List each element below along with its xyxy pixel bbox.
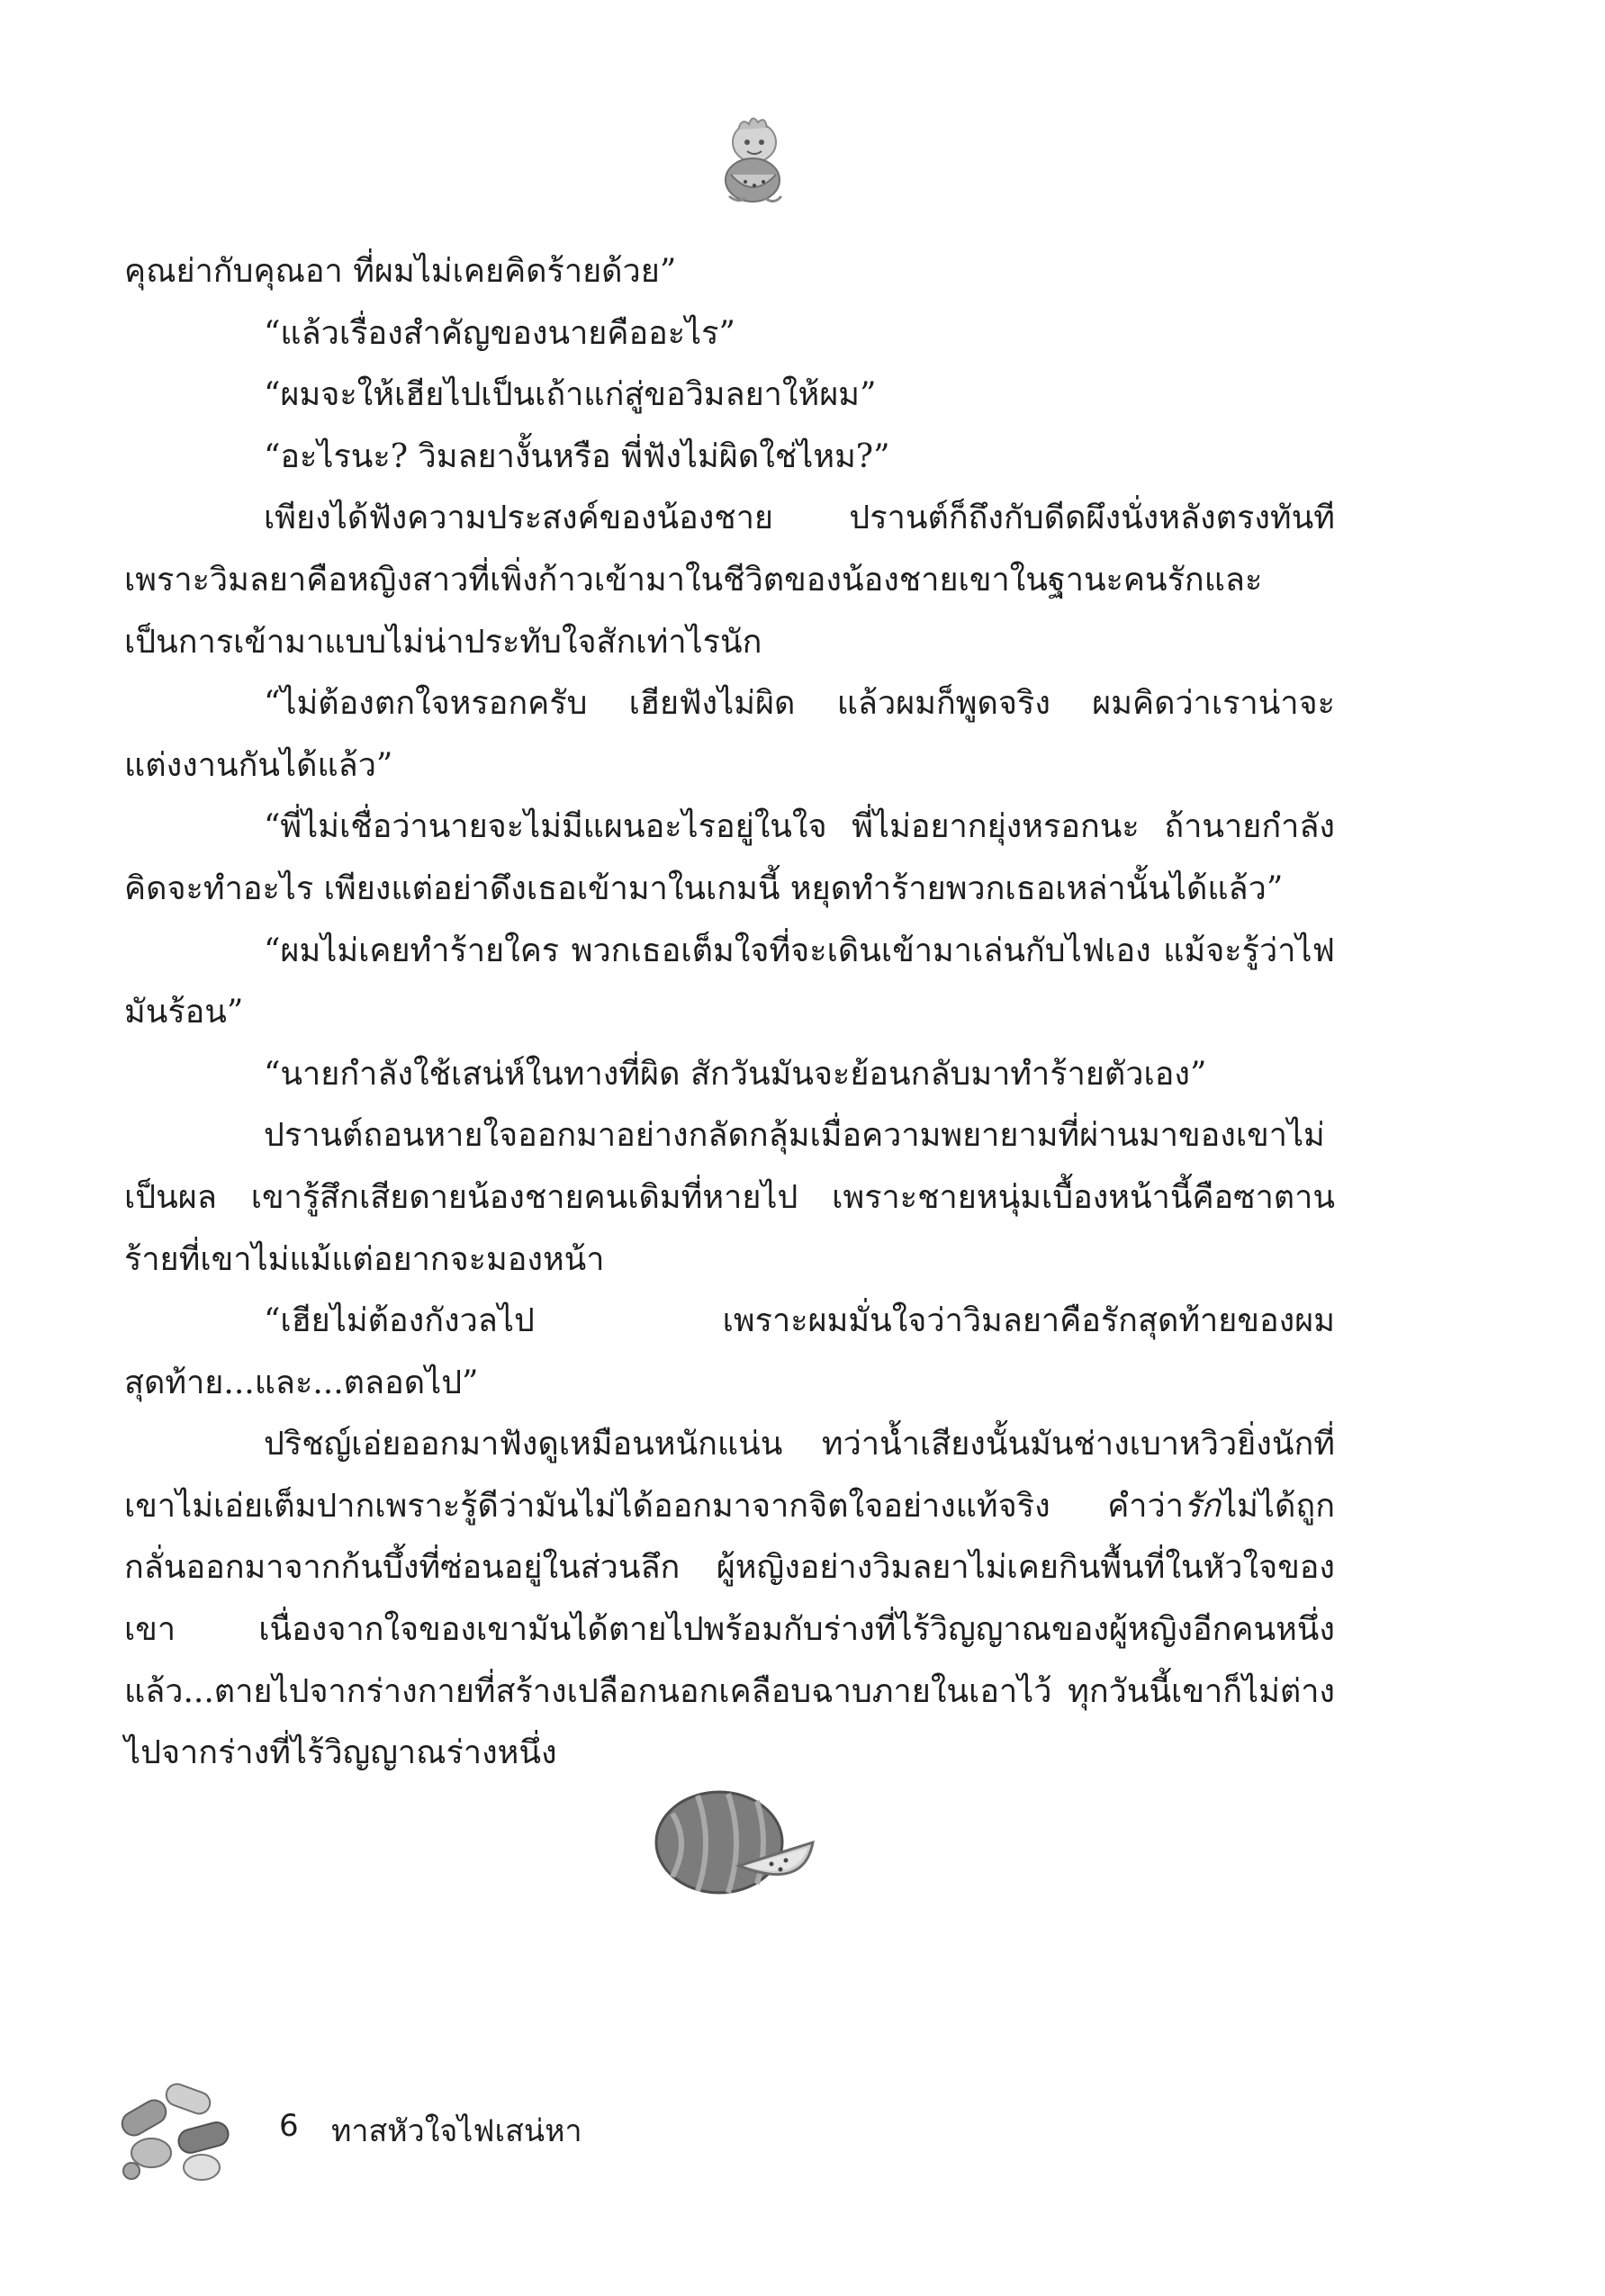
page-number: 6 xyxy=(279,2108,299,2144)
watermelon-slice-icon xyxy=(645,1787,816,1899)
paragraph: “อะไรนะ? วิมลยางั้นหรือ พี่ฟังไม่ผิดใช่ไหม?” xyxy=(264,437,890,475)
book-title: ทาสหัวใจไฟเสน่หา xyxy=(331,2113,582,2149)
page-footer xyxy=(115,2070,745,2187)
paragraph xyxy=(124,1414,1335,1785)
body-text xyxy=(124,241,1335,1785)
mascot-watermelon-icon xyxy=(702,110,803,211)
paragraph-text: ปริชญ์เอ่ยออกมาฟังดูเหมือนหนักแน่น ทว่าน้ำเสียงนั้นมันช่างเบาหวิวยิ่งนักที่เขาไม่เอ่ยเต็มปากเพราะรู้ดีว่ามันไม่ได้ออกมาจากจิตใจอย่างแท้จริง คำว่า xyxy=(124,1426,1335,1525)
paragraph: “ผมไม่เคยทำร้ายใคร พวกเธอเต็มใจที่จะเดินเข้ามาเล่นกับไฟเอง แม้จะรู้ว่าไฟมันร้อน” xyxy=(124,932,1335,1031)
paragraph: ปรานต์ถอนหายใจออกมาอย่างกลัดกลุ้มเมื่อความพยายามที่ผ่านมาของเขาไม่เป็นผล เขารู้สึกเสียดายน้องชายคนเดิมที่หายไป เพราะชายหนุ่มเบื้องหน้านี้คือซาตานร้ายที่เขาไม่แม้แต่อยากจะมองหน้า xyxy=(124,1117,1335,1278)
paragraph: “ไม่ต้องตกใจหรอกครับ เฮียฟังไม่ผิด แล้วผมก็พูดจริง ผมคิดว่าเราน่าจะแต่งงานกันได้แล้ว” xyxy=(124,685,1335,784)
paragraph: “พี่ไม่เชื่อว่านายจะไม่มีแผนอะไรอยู่ในใจ พี่ไม่อยากยุ่งหรอกนะ ถ้านายกำลังคิดจะทำอะไร เพียงแต่อย่าดึงเธอเข้ามาในเกมนี้ หยุดทำร้ายพวกเธอเหล่านั้นได้แล้ว” xyxy=(124,808,1335,907)
paragraph: “ผมจะให้เฮียไปเป็นเถ้าแก่สู่ขอวิมลยาให้ผม” xyxy=(264,376,877,414)
paragraph: เพียงได้ฟังความประสงค์ของน้องชาย ปรานต์ก็ถึงกับดีดผึงนั่งหลังตรงทันที เพราะวิมลยาคือหญิงสาวที่เพิ่งก้าวเข้ามาในชีวิตของน้องชายเขาในฐานะคนรักและเป็นการเข้ามาแบบไม่น่าประทับใจสักเท่าไรนัก xyxy=(124,500,1335,661)
paragraph: “แล้วเรื่องสำคัญของนายคืออะไร” xyxy=(264,314,735,352)
paragraph: “เฮียไม่ต้องกังวลไป เพราะผมมั่นใจว่าวิมลยาคือรักสุดท้ายของผม สุดท้าย...และ...ตลอดไป” xyxy=(124,1302,1335,1401)
paragraph: “นายกำลังใช้เสน่ห์ในทางที่ผิด สักวันมันจะย้อนกลับมาทำร้ายตัวเอง” xyxy=(264,1055,1207,1093)
pills-icon xyxy=(115,2070,241,2187)
paragraph: คุณย่ากับคุณอา ที่ผมไม่เคยคิดร้ายด้วย” xyxy=(124,253,677,290)
emphasized-word: รัก xyxy=(1183,1487,1222,1525)
paragraph-text: ไม่ได้ถูกกลั่นออกมาจากก้นบึ้งที่ซ่อนอยู่ในส่วนลึก ผู้หญิงอย่างวิมลยาไม่เคยกินพื้นที่ในหัวใจของเขา เนื่องจากใจของเขามันได้ตายไปพร้อมกับร่างที่ไร้วิญญาณของผู้หญิงอีกคนหนึ่งแล้ว...ตายไปจากร่างกายที่สร้างเปลือกนอกเคลือบฉาบภายในเอาไว้ ทุกวันนี้เขาก็ไม่ต่างไปจากร่างที่ไร้วิญญาณร่างหนึ่ง xyxy=(124,1487,1335,1772)
